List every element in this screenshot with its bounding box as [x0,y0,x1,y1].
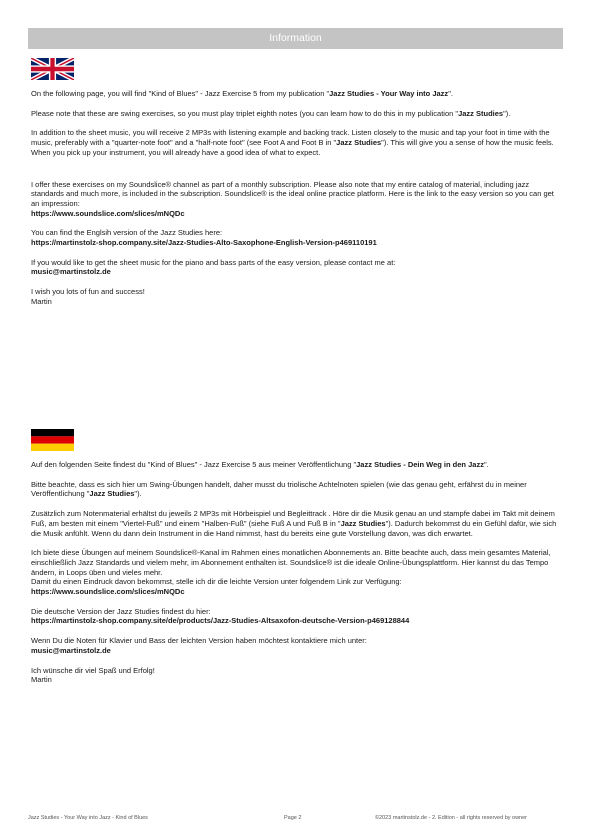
english-soundslice-paragraph [31,180,561,219]
german-contact-paragraph [31,636,561,655]
page-title: Information [269,32,322,44]
text: "). [503,108,511,118]
soundslice-link[interactable]: https://www.soundslice.com/slices/mNQDc [31,587,185,597]
footer-document-title: Jazz Studies - Your Way into Jazz - Kind of Blues [28,815,148,821]
text: If you would like to get the sheet music for the piano and bass parts of the easy version, please contact me at: [31,257,396,267]
text: Damit du einen Eindruck davon bekommst, stelle ich dir die leichte Version unter folgendem Link zur Verfügung: [31,577,402,587]
english-swing-paragraph [31,109,561,119]
footer-copyright: ©2023 martinstolz.de - 2. Edition - all rights reserved by owner [375,815,528,821]
closing-line: Ich wünsche dir viel Spaß und Erfolg! [31,665,155,675]
text: Ich biete diese Übungen auf meinem Soundslice®-Kanal im Rahmen eines monatlichen Abonnements an. Bitte beachte auch, dass mein gesamtes Material, einschließlich Jazz Standards und vielem mehr, im Abonnement enthalten ist. Soundslice® ist die ideale Online-Übungsplattform. Hier kannst du das Tempo ändern, in Loops üben und vieles mehr. [31,548,551,577]
publication-title: Jazz Studies [340,518,386,528]
signature-name: Martin [31,675,52,685]
footer-page-number: Page 2 [284,815,302,821]
email-link[interactable]: music@martinstolz.de [31,645,111,655]
email-link[interactable]: music@martinstolz.de [31,267,111,277]
germany-flag-icon [31,429,74,451]
english-contact-paragraph [31,258,561,277]
text: You can find the Englsih version of the Jazz Studies here: [31,228,223,238]
text: ". [448,89,453,98]
english-shop-paragraph [31,228,561,247]
text: Auf den folgenden Seite findest du "Kind of Blues" - Jazz Exercise 5 aus meiner Veröffentlichung " [31,460,357,469]
text: ". [483,460,489,469]
english-closing-paragraph [31,287,561,306]
signature-name: Martin [31,296,52,306]
text: Bitte beachte, dass es sich hier um Swing-Übungen handelt, daher musst du triolische Achtelnoten spielen (wie das genau geht, erfährst du in meiner Veröffentlichung " [31,479,527,499]
shop-link-english[interactable]: https://martinstolz-shop.company.site/Jazz-Studies-Alto-Saxophone-English-Version-p469110191 [31,238,377,248]
german-swing-paragraph [31,480,561,499]
info-header-bar [28,28,563,49]
text: I offer these exercises on my Soundslice® channel as part of a monthly subscription. Please also note that my entire catalog of material, including jazz standards and much more, is included in the subscription. Soundslice® is the ideal online practice platform. Here is the link to the easy version so you can get an impression: [31,179,554,208]
german-shop-paragraph [31,607,561,626]
german-closing-paragraph [31,666,561,685]
german-intro-paragraph [31,460,561,470]
publication-title: Jazz Studies - Your Way into Jazz [329,89,449,98]
text: Please note that these are swing exercises, so you must play triplet eighth notes (you can learn how to do this in my publication " [31,108,459,118]
english-intro-paragraph [31,89,561,99]
text: Zusätzlich zum Notenmaterial erhältst du jeweils 2 MP3s mit Hörbeispiel und Begleittrack . Höre dir die Musik genau an und stampfe dabei im Takt mit deinem Fuß, am besten mit einem "Viertel-Fuß" und einem "Halben-Fuß" (siehe Fuß A und Fuß B in " [31,509,555,528]
publication-title: Jazz Studies [458,108,504,118]
uk-flag-icon [31,58,74,80]
text: "). Dadurch bekommst du ein Gefühl dafür, wie sich die Musik anfühlt. Wenn du dann dein Instrument in die Hand nimmst, hast du bereits eine gute Vorstellung davon, was dich erwartet. [31,518,557,538]
text: In addition to the sheet music, you will receive 2 MP3s with listening example and backing track. Listen closely to the music and tap your foot in time with the music, preferably with a "quarter-note foot" and a "half-note foot" (see Foot A and Foot B in " [31,128,550,148]
text: Die deutsche Version der Jazz Studies findest du hier: [31,606,211,616]
publication-title: Jazz Studies [89,489,135,499]
shop-link-german[interactable]: https://martinstolz-shop.company.site/de/products/Jazz-Studies-Altsaxofon-deutsche-Version-p469128844 [31,616,410,626]
english-mp3-paragraph [31,128,561,157]
publication-title: Jazz Studies [336,138,382,148]
text: On the following page, you will find "Kind of Blues" - Jazz Exercise 5 from my publication " [31,89,330,98]
english-section [31,89,561,307]
german-soundslice-paragraph [31,548,561,597]
text: "). [134,489,142,499]
text: "). This will give you a sense of how the music feels. When you pick up your instrument, you will already have a good idea of what to expect. [31,138,554,157]
german-section [31,460,561,685]
german-mp3-paragraph [31,509,561,538]
publication-title: Jazz Studies - Dein Weg in den Jazz [356,460,484,469]
soundslice-link[interactable]: https://www.soundslice.com/slices/mNQDc [31,208,185,218]
text: Wenn Du die Noten für Klavier und Bass der leichten Version haben möchtest kontaktiere mich unter: [31,636,367,646]
closing-line: I wish you lots of fun and success! [31,287,145,297]
